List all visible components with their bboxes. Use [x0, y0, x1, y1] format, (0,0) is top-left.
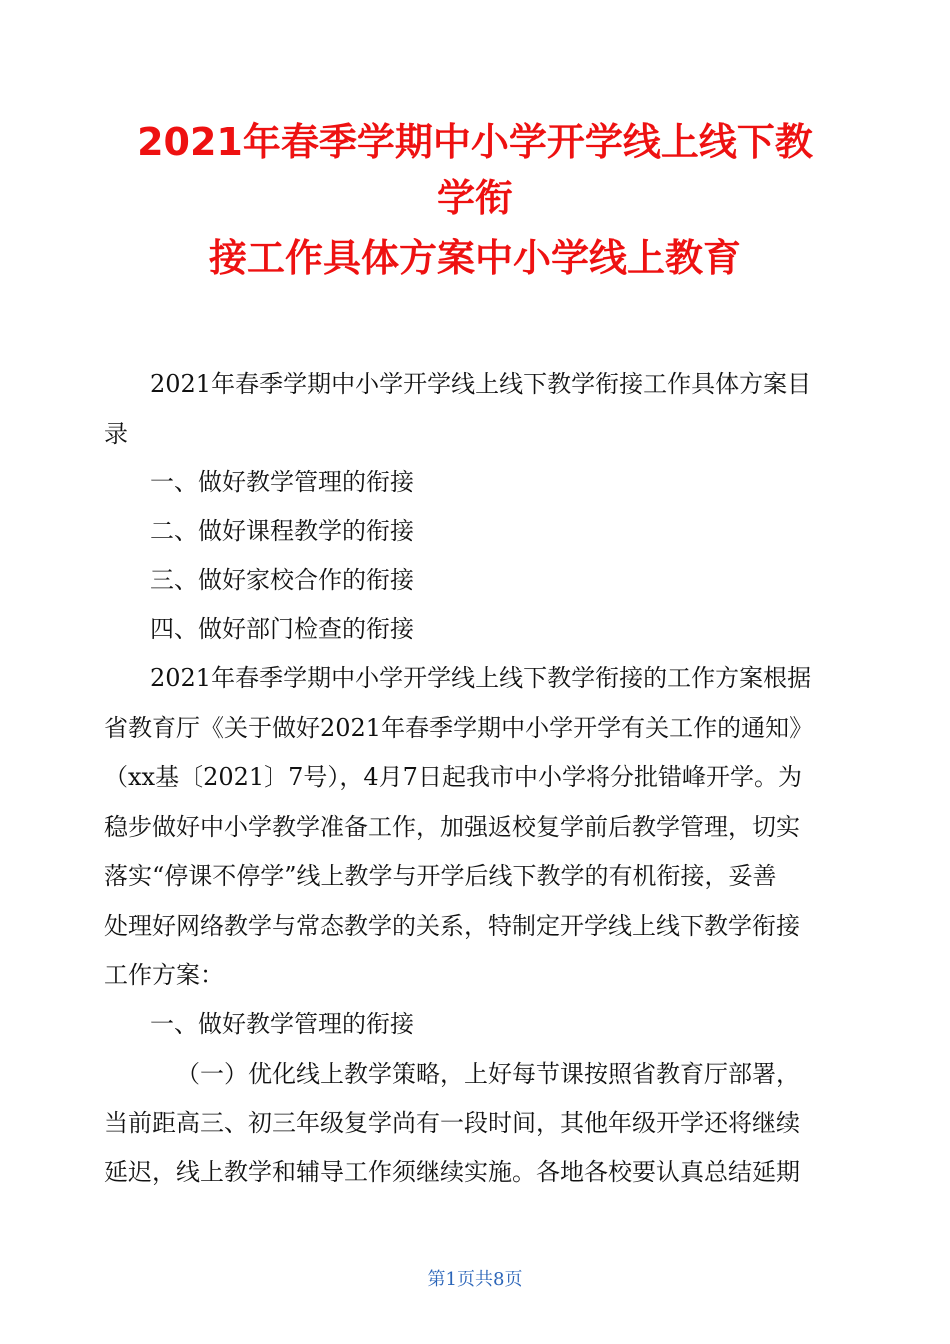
section-heading: 一、做好教学管理的衔接 [150, 1010, 414, 1038]
paragraph-line: 延迟，线上教学和辅导工作须继续实施。各地各校要认真总结延期 [104, 1158, 800, 1186]
paragraph-line: 处理好网络教学与常态教学的关系，特制定开学线上线下教学衔接 [104, 912, 800, 940]
paragraph-line: 当前距高三、初三年级复学尚有一段时间，其他年级开学还将继续 [104, 1109, 800, 1137]
document-title-line-2: 学衔 [436, 176, 513, 220]
paragraph-line: 落实“停课不停学”线上教学与开学后线下教学的有机衔接，妥善 [104, 862, 777, 890]
toc-item-1: 一、做好教学管理的衔接 [150, 468, 414, 496]
page-number-footer: 第1页共8页 [427, 1269, 523, 1290]
paragraph-line: （xx基〔2021〕7号），4月7日起我市中小学将分批错峰开学。为 [104, 763, 802, 791]
paragraph-line: 2021年春季学期中小学开学线上线下教学衔接的工作方案根据 [150, 664, 812, 692]
toc-item-4: 四、做好部门检查的衔接 [150, 615, 414, 643]
toc-item-3: 三、做好家校合作的衔接 [150, 566, 414, 594]
subsection-line: （一）优化线上教学策略，上好每节课按照省教育厅部署， [176, 1060, 800, 1088]
paragraph-line: 工作方案： [104, 961, 224, 989]
paragraph-line: 省教育厅《关于做好2021年春季学期中小学开学有关工作的通知》 [104, 714, 814, 742]
toc-item-2: 二、做好课程教学的衔接 [150, 517, 414, 545]
document-title-line-3: 接工作具体方案中小学线上教育 [208, 236, 741, 280]
toc-heading-line-2: 录 [104, 420, 128, 448]
toc-heading-line-1: 2021年春季学期中小学开学线上线下教学衔接工作具体方案目 [150, 370, 812, 398]
document-title-line-1: 2021年春季学期中小学开学线上线下教 [137, 120, 813, 164]
paragraph-line: 稳步做好中小学教学准备工作，加强返校复学前后教学管理，切实 [104, 813, 800, 841]
